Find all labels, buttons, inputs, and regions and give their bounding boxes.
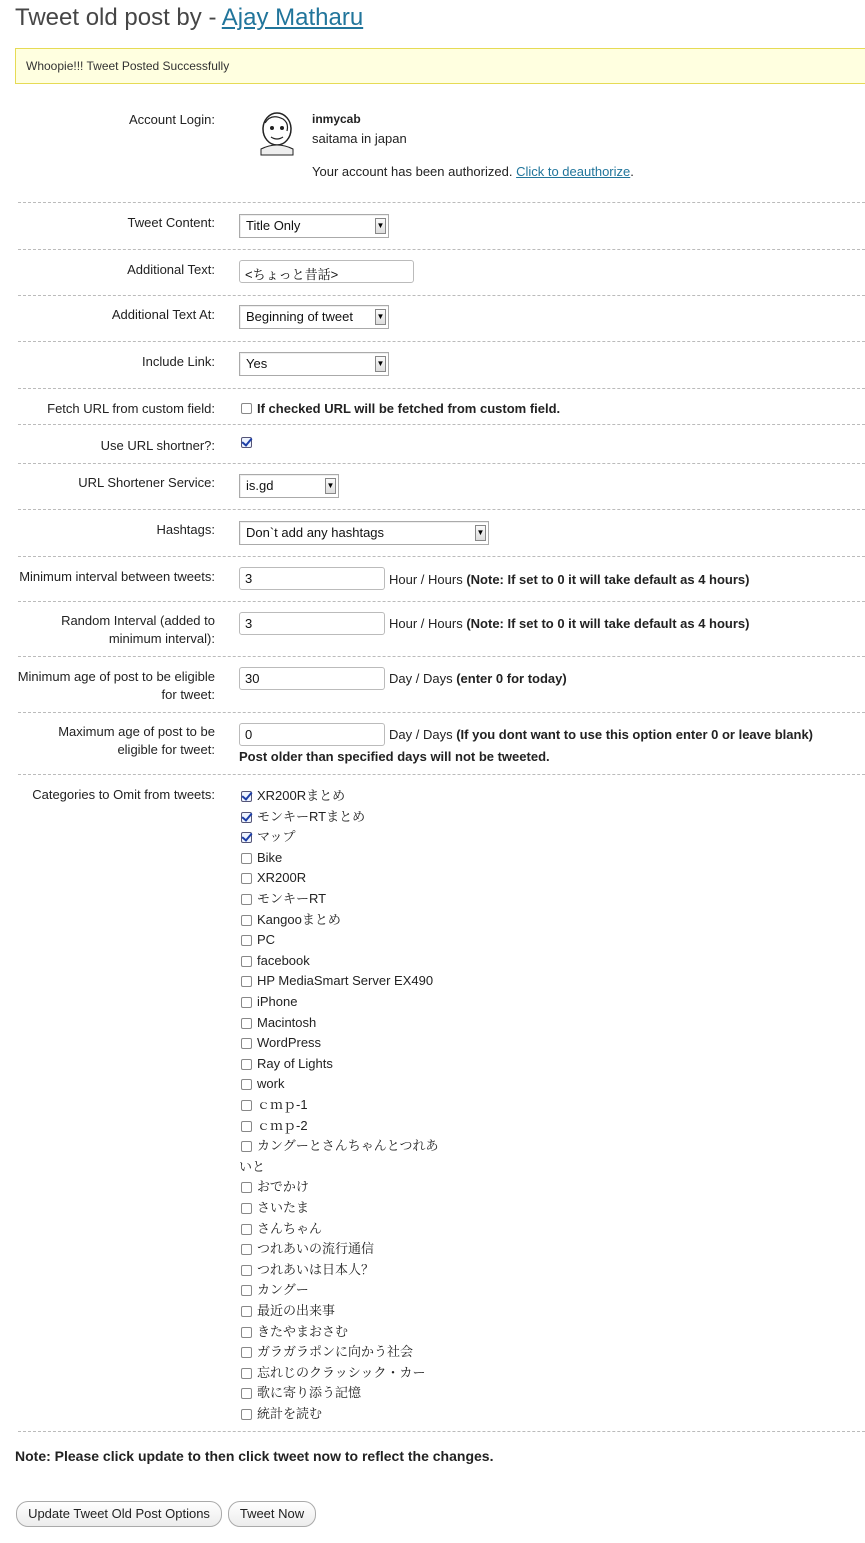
fetch-url-label: Fetch URL from custom field: — [47, 401, 215, 416]
include-link-select[interactable] — [239, 352, 389, 376]
max-age-label-line2: eligible for tweet: — [117, 742, 215, 757]
random-interval-unit: Hour / Hours — [389, 616, 463, 631]
category-checkbox[interactable] — [241, 1121, 252, 1132]
category-label: 最近の出来事 — [257, 1303, 336, 1318]
account-status — [312, 163, 634, 180]
category-checkbox[interactable] — [241, 1141, 252, 1152]
category-checkbox[interactable] — [241, 956, 252, 967]
footer-note: Note: Please click update to then click tweet now to reflect the changes. — [15, 1448, 494, 1464]
use-shortner-label: Use URL shortner?: — [100, 438, 215, 453]
category-checkbox[interactable] — [241, 1079, 252, 1090]
tweet-now-button[interactable]: Tweet Now — [228, 1501, 316, 1527]
random-interval-note: (Note: If set to 0 it will take default as 4 hours) — [466, 616, 750, 631]
include-link-value: Yes — [246, 356, 268, 371]
divider — [18, 774, 865, 775]
max-age-unit-note — [389, 726, 813, 743]
category-label: モンキーRTまとめ — [257, 809, 366, 824]
category-checkbox[interactable] — [241, 1306, 252, 1317]
category-label: iPhone — [257, 994, 298, 1009]
hashtags-select[interactable] — [239, 521, 489, 545]
divider — [18, 463, 865, 464]
category-checkbox[interactable] — [241, 1285, 252, 1296]
category-label: Kangooまとめ — [257, 912, 341, 927]
divider — [18, 601, 865, 602]
success-notice: Whoopie!!! Tweet Posted Successfully — [15, 48, 865, 84]
category-label: つれあいは日本人？ — [257, 1262, 375, 1277]
max-age-label — [58, 723, 215, 758]
category-label: PC — [257, 932, 276, 947]
categories-label: Categories to Omit from tweets: — [32, 787, 215, 802]
category-label: おでかけ — [257, 1179, 309, 1194]
category-label: さいたま — [257, 1200, 310, 1215]
category-checkbox[interactable] — [241, 1182, 252, 1193]
divider — [18, 388, 865, 389]
category-checkbox[interactable] — [241, 1265, 252, 1276]
min-age-label-line1: Minimum age of post to be eligible — [17, 669, 215, 684]
category-checkbox[interactable] — [241, 853, 252, 864]
avatar — [253, 109, 301, 157]
shortener-service-select[interactable] — [239, 474, 339, 498]
category-checkbox[interactable] — [241, 915, 252, 926]
hashtags-value: Don`t add any hashtags — [246, 525, 385, 540]
category-checkbox[interactable] — [241, 1347, 252, 1358]
category-label: ガラガラポンに向かう社会 — [257, 1344, 414, 1359]
max-age-note: (If you dont want to use this option enter 0 or leave blank) — [456, 727, 814, 742]
random-interval-label-line2: minimum interval): — [108, 631, 215, 646]
min-interval-label: Minimum interval between tweets: — [19, 569, 215, 584]
divider — [18, 509, 865, 510]
category-checkbox[interactable] — [241, 976, 252, 987]
category-label: モンキーRT — [257, 891, 327, 906]
category-checkbox[interactable] — [241, 894, 252, 905]
additional-text-at-select[interactable] — [239, 305, 389, 329]
category-label: HP MediaSmart Server EX490 — [257, 973, 434, 988]
category-checkbox[interactable] — [241, 1100, 252, 1111]
category-label: XR200R — [257, 870, 307, 885]
deauthorize-link[interactable]: Click to deauthorize — [516, 164, 631, 179]
random-interval-label — [61, 612, 215, 647]
random-interval-input[interactable]: 3 — [239, 612, 385, 635]
category-checkbox[interactable] — [241, 873, 252, 884]
chevron-down-icon: ▼ — [475, 525, 486, 541]
min-age-label-line2: for tweet: — [161, 687, 215, 702]
divider — [18, 295, 865, 296]
chevron-down-icon: ▼ — [375, 356, 386, 372]
divider — [18, 249, 865, 250]
account-location: saitama in japan — [312, 131, 407, 146]
category-checkbox[interactable] — [241, 832, 252, 843]
shortener-service-value: is.gd — [246, 478, 274, 493]
min-age-label — [18, 668, 215, 703]
min-age-note: (enter 0 for today) — [456, 671, 567, 686]
category-label: きたやまおさむ — [257, 1324, 349, 1339]
category-checkbox[interactable] — [241, 1038, 252, 1049]
category-checkbox[interactable] — [241, 1368, 252, 1379]
max-age-label-line1: Maximum age of post to be — [58, 724, 215, 739]
category-label: 忘れじのクラッシック・カー — [257, 1365, 426, 1380]
category-checkbox[interactable] — [241, 1409, 252, 1420]
divider — [18, 556, 865, 557]
category-label: さんちゃん — [257, 1221, 323, 1236]
category-label: facebook — [257, 953, 310, 968]
category-checkbox[interactable] — [241, 812, 252, 823]
category-checkbox[interactable] — [241, 1388, 252, 1399]
category-checkbox[interactable] — [241, 1224, 252, 1235]
category-checkbox[interactable] — [241, 997, 252, 1008]
shortener-service-label: URL Shortener Service: — [78, 475, 215, 490]
category-label: Bike — [257, 850, 283, 865]
fetch-url-description: If checked URL will be fetched from custom field. — [257, 401, 561, 416]
max-age-input[interactable]: 0 — [239, 723, 385, 746]
category-label: Ray of Lights — [257, 1056, 333, 1071]
page-title-text: Tweet old post by - — [15, 4, 222, 31]
random-interval-label-line1: Random Interval (added to — [61, 613, 215, 628]
min-interval-unit: Hour / Hours — [389, 572, 463, 587]
hashtags-label: Hashtags: — [156, 522, 215, 537]
category-checkbox[interactable] — [241, 935, 252, 946]
tweet-content-label: Tweet Content: — [127, 215, 215, 230]
category-label: work — [257, 1076, 285, 1091]
page-title — [15, 4, 363, 32]
account-username: inmycab — [312, 112, 361, 126]
additional-text-input[interactable]: <ちょっと昔話> — [239, 260, 414, 283]
divider — [18, 424, 865, 425]
tweet-content-select[interactable] — [239, 214, 389, 238]
category-checkbox[interactable] — [241, 1203, 252, 1214]
category-checkbox[interactable] — [241, 1244, 252, 1255]
tweet-content-value: Title Only — [246, 218, 301, 233]
category-label: 統計を読む — [257, 1406, 323, 1421]
chevron-down-icon: ▼ — [325, 478, 336, 494]
include-link-label: Include Link: — [142, 354, 215, 369]
max-age-subnote: Post older than specified days will not be tweeted. — [239, 749, 550, 764]
category-label: Macintosh — [257, 1015, 317, 1030]
use-shortner-checkbox[interactable] — [241, 437, 252, 448]
min-interval-input[interactable]: 3 — [239, 567, 385, 590]
category-label: マップ — [257, 829, 296, 844]
category-label: カングーとさんちゃんとつれあ — [257, 1138, 439, 1153]
update-options-button[interactable]: Update Tweet Old Post Options — [16, 1501, 222, 1527]
divider — [18, 712, 865, 713]
category-label: ｃｍｐ-1 — [257, 1097, 308, 1112]
divider — [18, 1431, 865, 1432]
min-age-input[interactable]: 30 — [239, 667, 385, 690]
account-status-text: Your account has been authorized. — [312, 164, 513, 179]
additional-text-at-value: Beginning of tweet — [246, 309, 353, 324]
category-label: ｃｍｐ-2 — [257, 1118, 308, 1133]
divider — [18, 202, 865, 203]
additional-text-at-label: Additional Text At: — [111, 307, 215, 322]
category-label: XR200Rまとめ — [257, 788, 346, 803]
min-age-unit: Day / Days — [389, 671, 453, 686]
min-interval-unit-note — [389, 571, 749, 588]
category-label: 歌に寄り添う記憶 — [257, 1385, 362, 1400]
category-label: カングー — [257, 1282, 309, 1297]
additional-text-label: Additional Text: — [127, 262, 215, 277]
account-login-label: Account Login: — [128, 112, 215, 127]
chevron-down-icon: ▼ — [375, 218, 386, 234]
category-checkbox[interactable] — [241, 1018, 252, 1029]
fetch-url-checkbox[interactable] — [241, 403, 252, 414]
random-interval-unit-note — [389, 615, 749, 632]
category-label: つれあいの流行通信 — [257, 1241, 375, 1256]
category-label: WordPress — [257, 1035, 322, 1050]
author-link[interactable]: Ajay Matharu — [221, 4, 364, 31]
account-status-period: . — [630, 164, 634, 179]
chevron-down-icon: ▼ — [375, 309, 386, 325]
category-checkbox[interactable] — [241, 791, 252, 802]
category-label-wrap: いと — [239, 1159, 266, 1174]
min-interval-note: (Note: If set to 0 it will take default as 4 hours) — [466, 572, 750, 587]
divider — [18, 656, 865, 657]
category-checkbox[interactable] — [241, 1059, 252, 1070]
divider — [18, 341, 865, 342]
category-checkbox[interactable] — [241, 1327, 252, 1338]
max-age-unit: Day / Days — [389, 727, 453, 742]
min-age-unit-note — [389, 670, 567, 687]
